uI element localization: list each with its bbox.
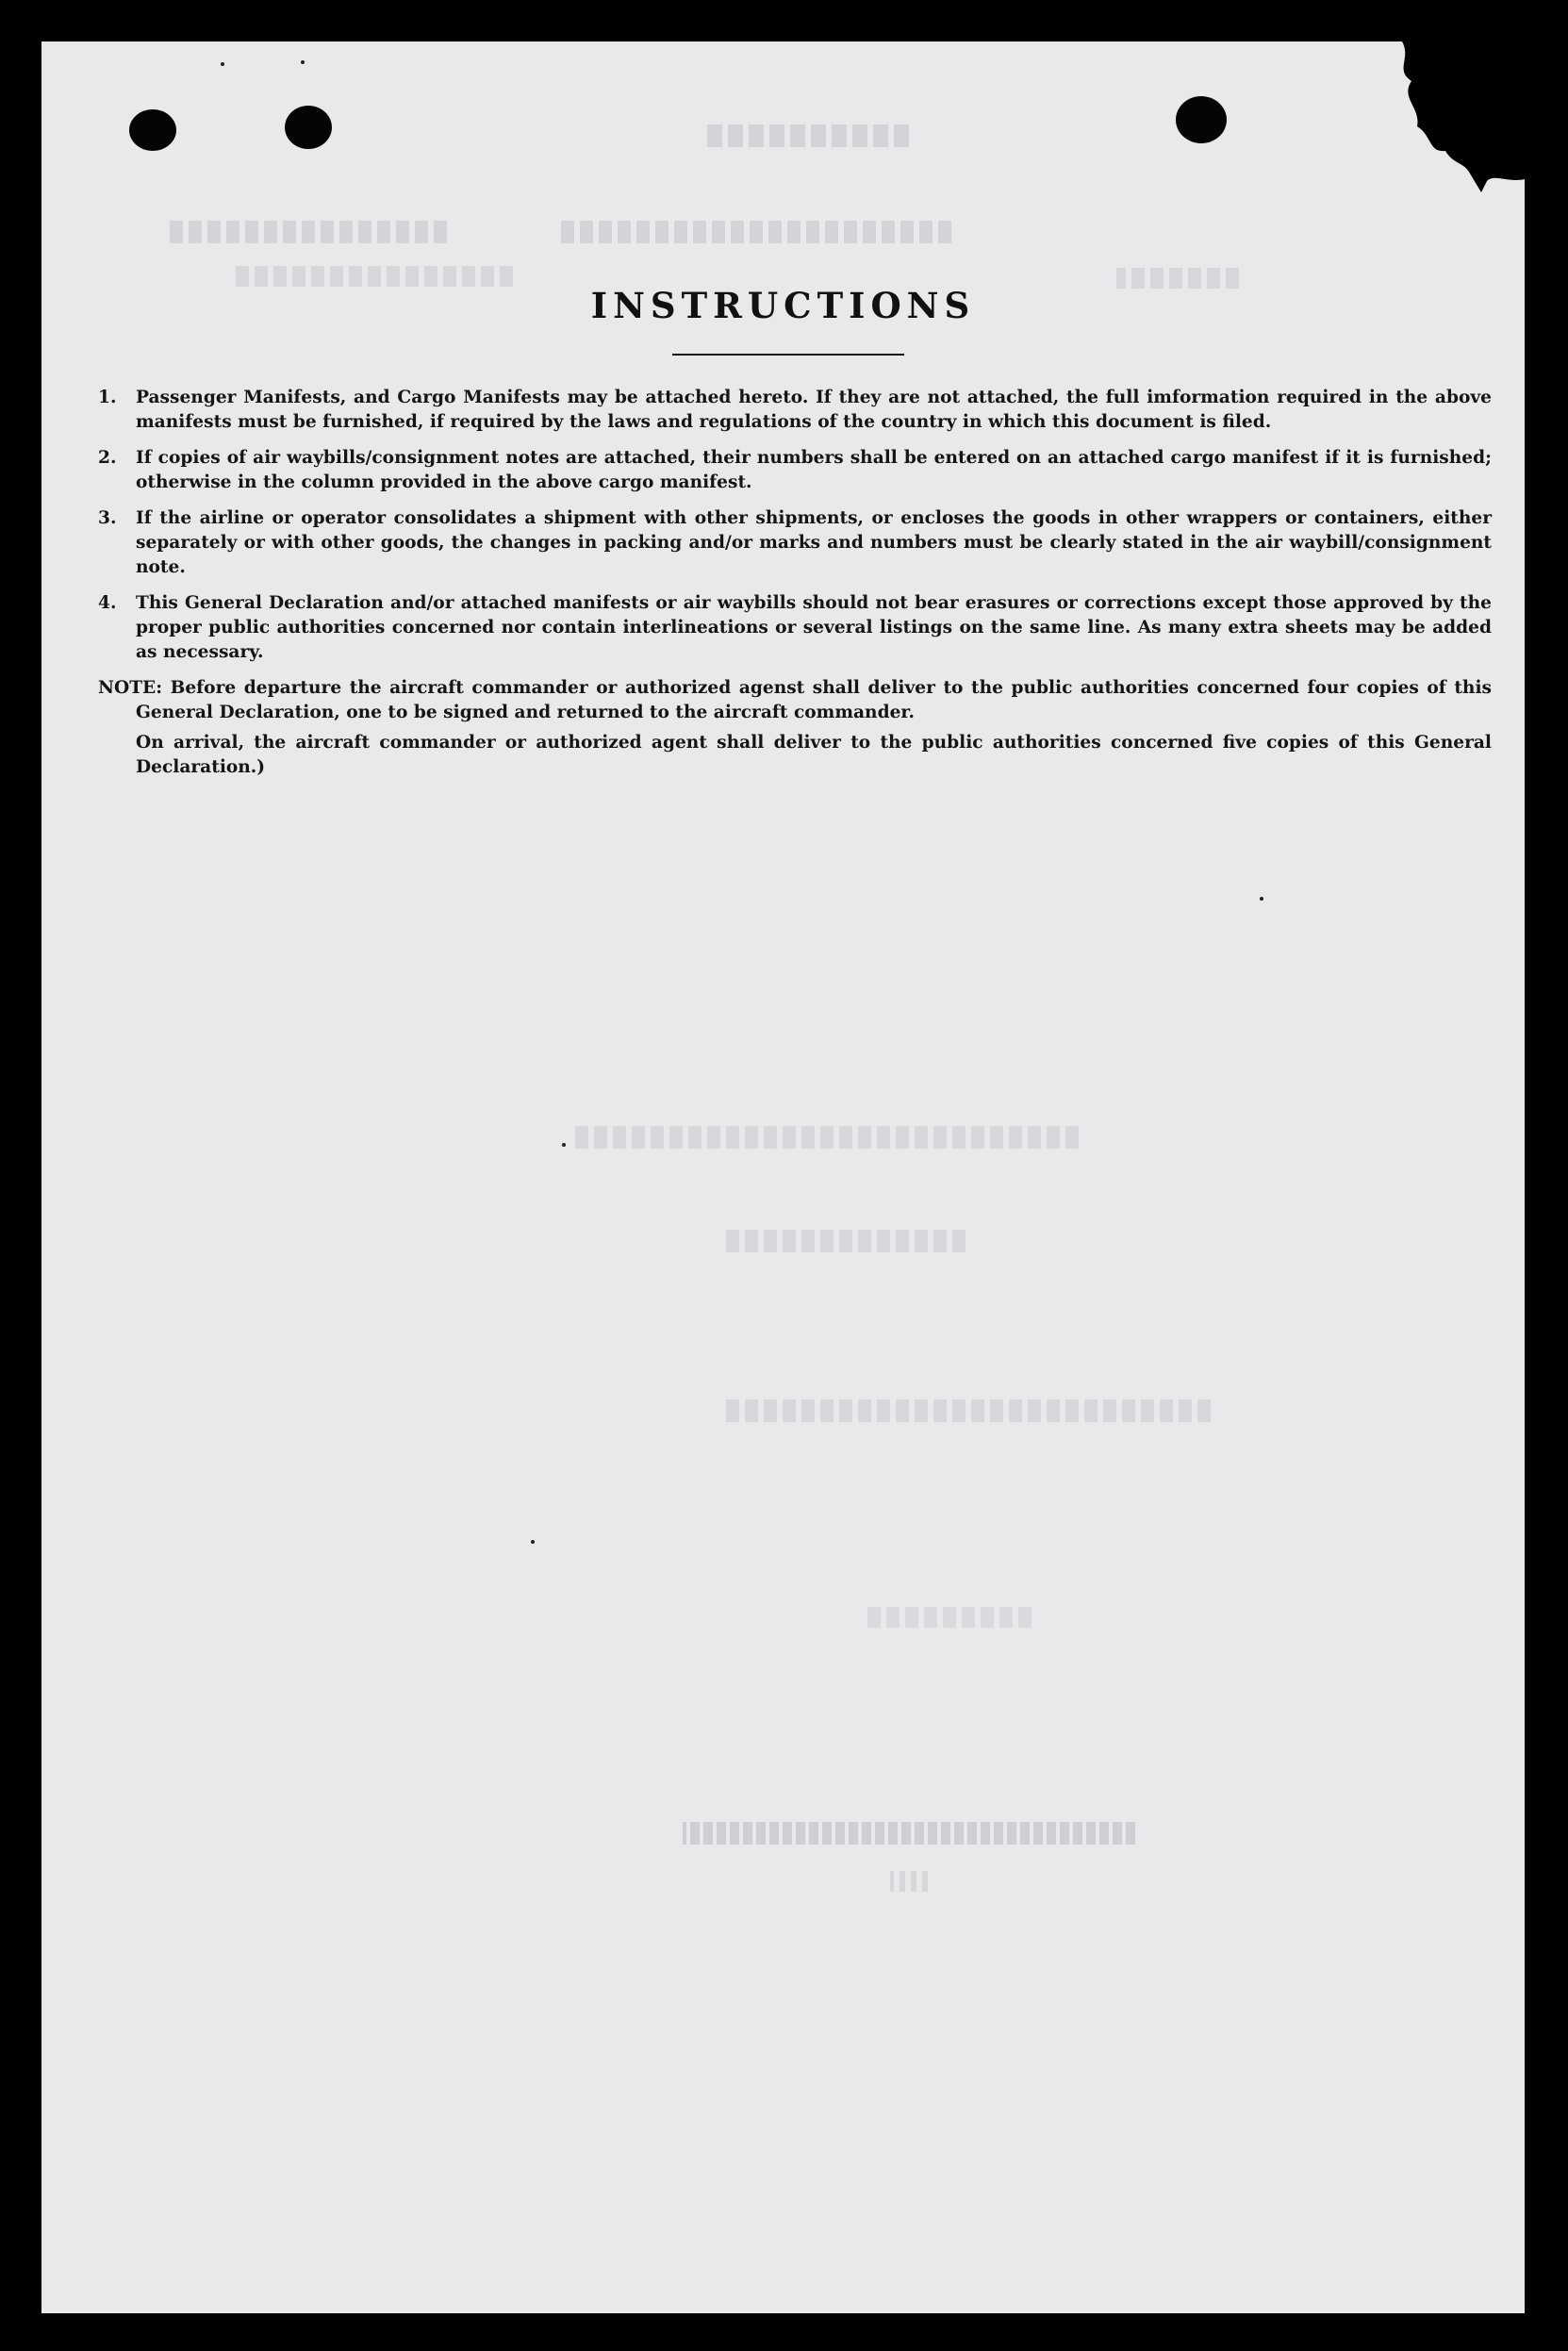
instruction-number: 2.	[98, 448, 117, 468]
punch-hole-right	[1176, 96, 1227, 143]
bleed-through-text	[569, 1126, 1079, 1149]
instruction-number: 1.	[98, 388, 117, 407]
instruction-number: 4.	[98, 593, 117, 613]
speck	[1260, 897, 1263, 901]
instructions-title: INSTRUCTIONS	[590, 285, 976, 326]
note-first-paragraph	[98, 676, 1492, 725]
bleed-through-text	[683, 1822, 1135, 1845]
punch-hole-left	[129, 109, 176, 151]
instruction-text: Passenger Manifests, and Cargo Manifests may be attached hereto. If they are not attached, the full imformation required in the above manifests must be furnished, if required by the laws and regulations of the country in which this document is filed.	[136, 388, 1492, 432]
bleed-through-text	[720, 1230, 966, 1252]
document-page	[41, 41, 1525, 2313]
note-label: NOTE:	[98, 678, 163, 698]
instruction-item	[98, 591, 1492, 665]
instruction-item	[98, 386, 1492, 435]
instruction-text: If the airline or operator consolidates a shipment with other shipments, or encloses the goods in other wrappers or containers, either separately or with other goods, the changes in packing and/or marks and numbers must be clearly stated in the air waybill/consignment note.	[136, 508, 1492, 577]
bleed-through-text	[701, 124, 909, 147]
bleed-through-text	[555, 221, 951, 243]
speck	[531, 1540, 535, 1544]
speck	[562, 1143, 566, 1147]
speck	[301, 60, 305, 64]
bleed-through-text	[890, 1871, 928, 1892]
instruction-text: If copies of air waybills/consignment notes are attached, their numbers shall be entered on an attached cargo manifest if it is furnished; otherwise in the column provided in the above cargo manifest.	[136, 448, 1492, 492]
note-block	[98, 676, 1492, 780]
instructions-list	[98, 386, 1492, 786]
bleed-through-text	[862, 1607, 1032, 1628]
punch-hole-center-left	[285, 106, 332, 149]
bleed-through-text	[164, 221, 447, 243]
torn-corner-damage	[1383, 41, 1525, 211]
instruction-item	[98, 506, 1492, 580]
instruction-text: This General Declaration and/or attached manifests or air waybills should not bear erasures or corrections except those approved by the proper public authorities concerned nor contain interlineations or several listings on the same line. As many extra sheets may be added as necessary.	[136, 593, 1492, 662]
note-second-paragraph: On arrival, the aircraft commander or authorized agent shall deliver to the public authorities concerned five copies of this General Declaration.)	[136, 733, 1492, 777]
bleed-through-text	[720, 1399, 1211, 1422]
title-underline	[672, 354, 904, 356]
note-first-text: Before departure the aircraft commander or authorized agenst shall deliver to the public authorities concerned four copies of this General Declaration, one to be signed and returned to the aircraft commander.	[136, 678, 1492, 722]
speck	[221, 62, 224, 66]
instruction-item	[98, 446, 1492, 495]
bleed-through-text	[230, 266, 513, 287]
instruction-number: 3.	[98, 508, 117, 528]
